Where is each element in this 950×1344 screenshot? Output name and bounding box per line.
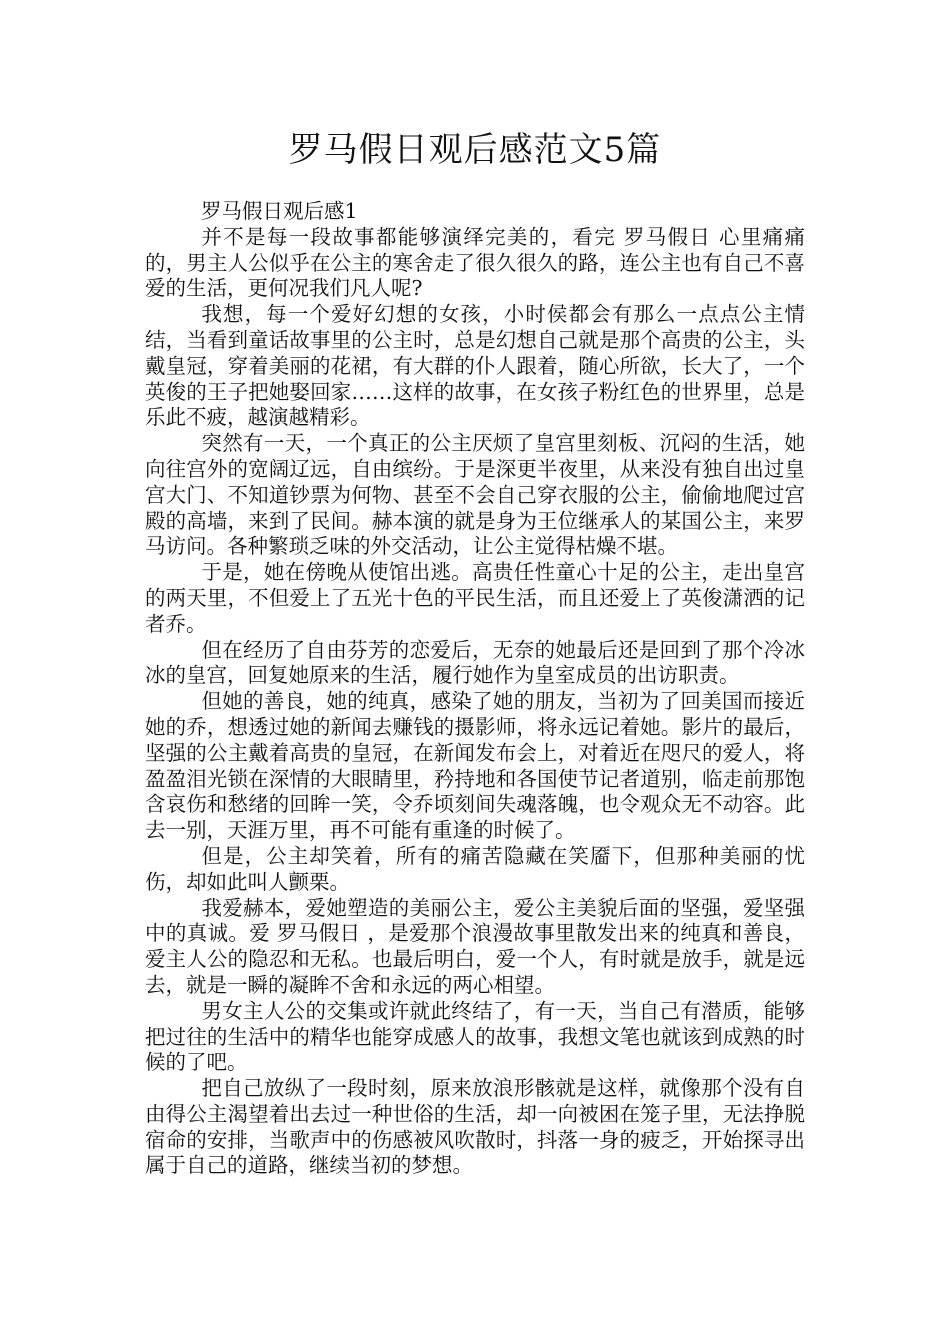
paragraph-9: 男女主人公的交集或许就此终结了，有一天，当自己有潜质，能够把过往的生活中的精华也能穿成感人的故事，我想文笔也就该到成熟的时候的了吧。 (145, 998, 805, 1075)
paragraph-4: 于是，她在傍晚从使馆出逃。高贵任性童心十足的公主，走出皇宫的两天里，不但爱上了五光十色的平民生活，而且还爱上了英俊潇洒的记者乔。 (145, 560, 805, 636)
paragraph-3: 突然有一天，一个真正的公主厌烦了皇宫里刻板、沉闷的生活，她向往宫外的宽阔辽远，自由缤纷。于是深更半夜里，从来没有独自出过皇宫大门、不知道钞票为何物、甚至不会自己穿衣服的公主，偷偷地爬过宫殿的高墙，来到了民间。赫本演的就是身为王位继承人的某国公主，来罗马访问。各种繁琐乏味的外交活动，让公主觉得枯燥不堪。 (145, 431, 805, 559)
paragraph-7: 但是，公主却笑着，所有的痛苦隐藏在笑靥下，但那种美丽的忧伤，却如此叫人颤栗。 (145, 843, 805, 894)
document-body (145, 199, 805, 1179)
paragraph-10: 把自己放纵了一段时刻，原来放浪形骸就是这样，就像那个没有自由得公主渴望着出去过一种世俗的生活，却一向被困在笼子里，无法挣脱宿命的安排，当歌声中的伤感被风吹散时，抖落一身的疲乏，开始探寻出属于自己的道路，继续当初的梦想。 (145, 1076, 805, 1178)
paragraph-1: 并不是每一段故事都能够演绎完美的，看完 罗马假日 心里痛痛的，男主人公似乎在公主的寒舍走了很久很久的路，连公主也有自己不喜爱的生活，更何况我们凡人呢? (145, 224, 805, 301)
section-heading: 罗马假日观后感1 (201, 199, 358, 223)
paragraph-2: 我想，每一个爱好幻想的女孩，小时侯都会有那么一点点公主情结，当看到童话故事里的公主时，总是幻想自己就是那个高贵的公主，头戴皇冠，穿着美丽的花裙，有大群的仆人跟着，随心所欲，长大了，一个英俊的王子把她娶回家……这样的故事，在女孩子粉红色的世界里，总是乐此不疲，越演越精彩。 (145, 302, 805, 430)
paragraph-6: 但她的善良，她的纯真，感染了她的朋友，当初为了回美国而接近她的乔，想透过她的新闻去赚钱的摄影师，将永远记着她。影片的最后，坚强的公主戴着高贵的皇冠，在新闻发布会上，对着近在咫尺的爱人，将盈盈泪光锁在深情的大眼睛里，矜持地和各国使节记者道别，临走前那饱含哀伤和愁绪的回眸一笑，令乔顷刻间失魂落魄，也令观众无不动容。此去一别，天涯万里，再不可能有重逢的时候了。 (145, 689, 805, 843)
paragraph-8: 我爱赫本，爱她塑造的美丽公主，爱公主美貌后面的坚强，爱坚强中的真诚。爱 罗马假日 ，是爱那个浪漫故事里散发出来的纯真和善良，爱主人公的隐忍和无私。也最后明白，爱一个人，有时就是放手，就是远去，就是一瞬的凝眸不舍和永远的两心相望。 (145, 895, 805, 997)
document-title: 罗马假日观后感范文5篇 (288, 130, 662, 170)
paragraph-5: 但在经历了自由芬芳的恋爱后，无奈的她最后还是回到了那个冷冰冰的皇宫，回复她原来的生活，履行她作为皇室成员的出访职责。 (145, 637, 805, 688)
